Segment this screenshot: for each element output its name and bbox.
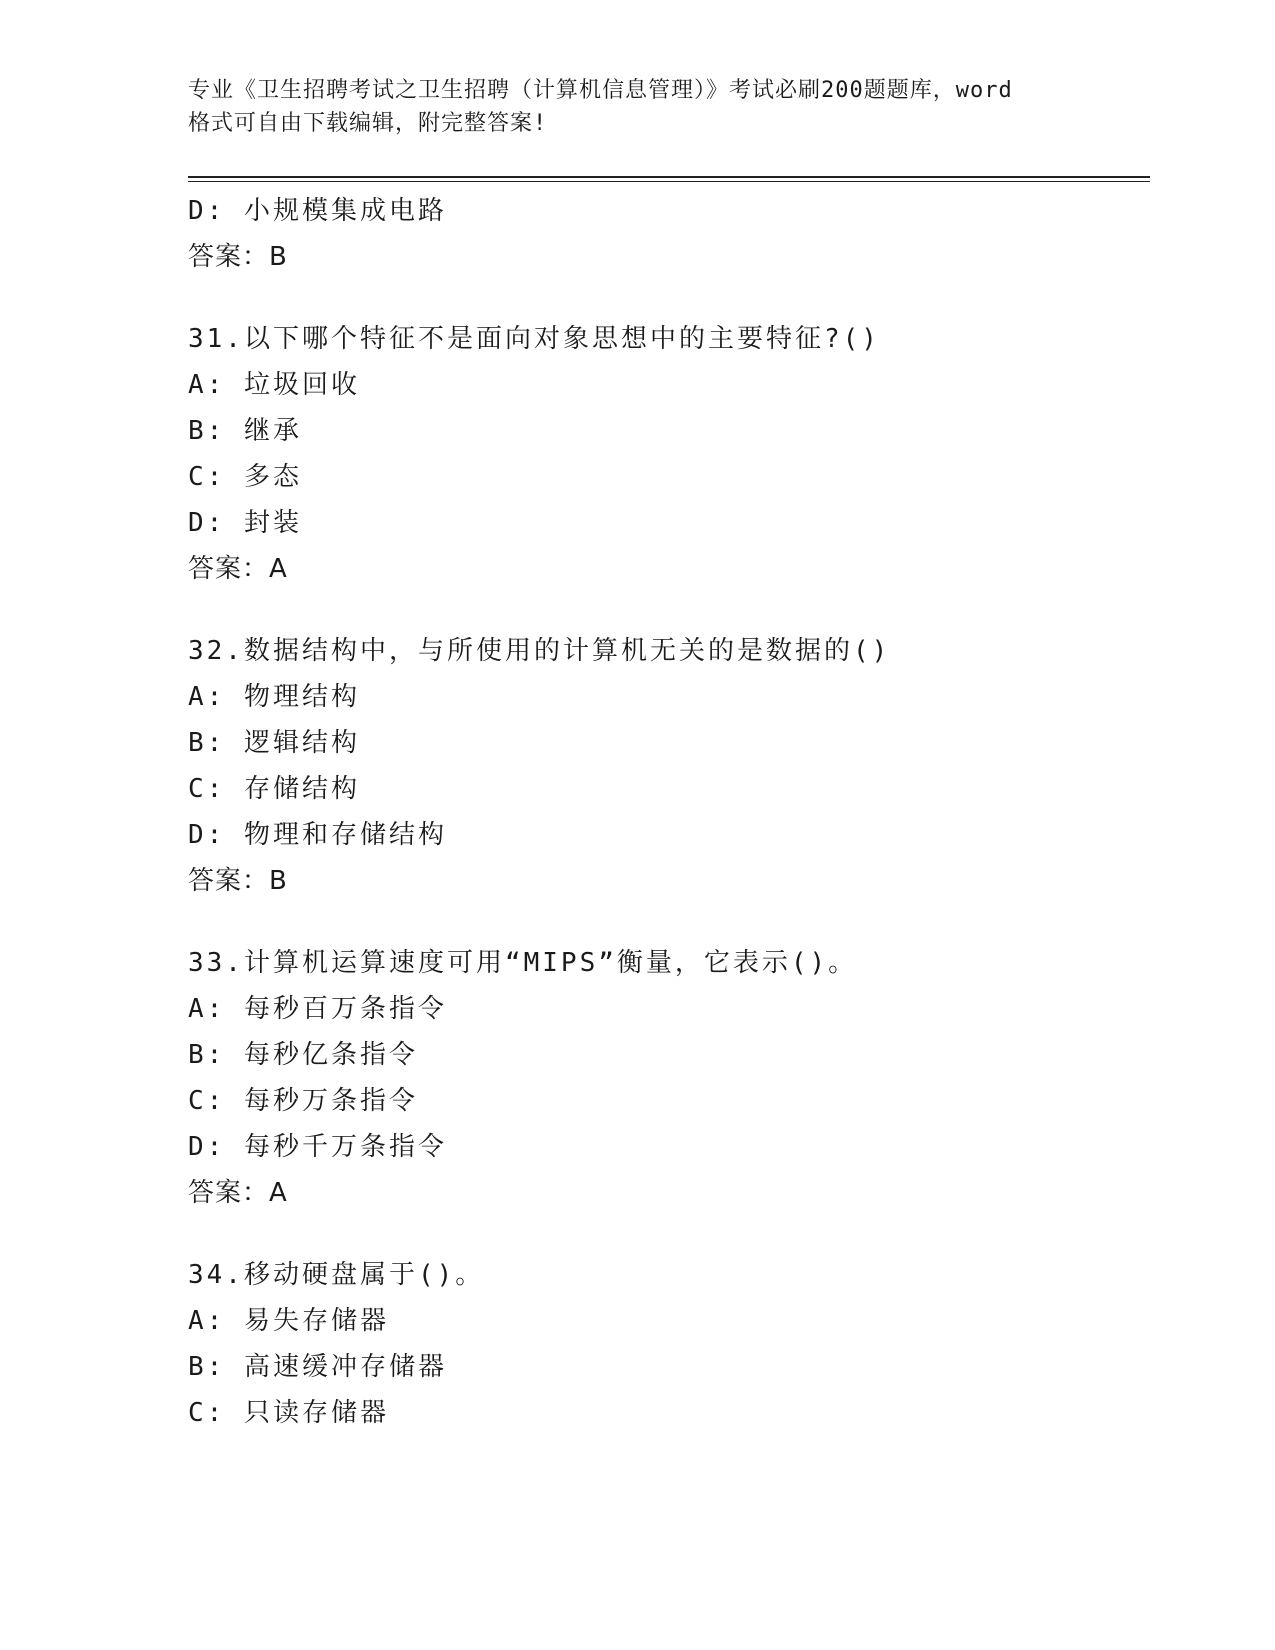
option-d: D: 物理和存储结构 [188,820,447,850]
option-a: A: 每秒百万条指令 [188,994,447,1024]
option-b: B: 高速缓冲存储器 [188,1352,447,1382]
option-a: A: 物理结构 [188,682,360,712]
option-c: C: 只读存储器 [188,1398,389,1428]
question-stem: 32.数据结构中，与所使用的计算机无关的是数据的() [188,636,891,666]
header-rule-thick [188,176,1150,178]
option-d: D: 每秒千万条指令 [188,1132,447,1162]
option-c: C: 存储结构 [188,774,360,804]
previous-question-tail [188,188,1148,280]
answer-line: 答案：B [188,866,288,896]
option-d: D: 封装 [188,508,302,538]
answer-line: 答案：A [188,1178,288,1208]
question-stem: 34.移动硬盘属于()。 [188,1260,485,1290]
option-c: C: 多态 [188,462,302,492]
question-stem: 31.以下哪个特征不是面向对象思想中的主要特征?() [188,324,880,354]
answer-line: 答案：B [188,242,288,272]
question-32 [188,628,1148,904]
header-line-2: 格式可自由下载编辑，附完整答案! [188,111,548,136]
option-a: A: 易失存储器 [188,1306,389,1336]
option-b: B: 每秒亿条指令 [188,1040,418,1070]
document-header [188,74,1108,140]
question-31 [188,316,1148,592]
question-33 [188,940,1148,1216]
header-rule-thin [188,181,1150,182]
header-line-1: 专业《卫生招聘考试之卫生招聘（计算机信息管理）》考试必刷200题题库，word [188,78,1013,103]
option-d: D: 小规模集成电路 [188,196,447,226]
answer-line: 答案：A [188,554,288,584]
question-34 [188,1252,1148,1436]
question-stem: 33.计算机运算速度可用“MIPS”衡量，它表示()。 [188,948,858,978]
option-b: B: 逻辑结构 [188,728,360,758]
option-a: A: 垃圾回收 [188,370,360,400]
question-list [188,188,1148,1436]
option-b: B: 继承 [188,416,302,446]
option-c: C: 每秒万条指令 [188,1086,418,1116]
